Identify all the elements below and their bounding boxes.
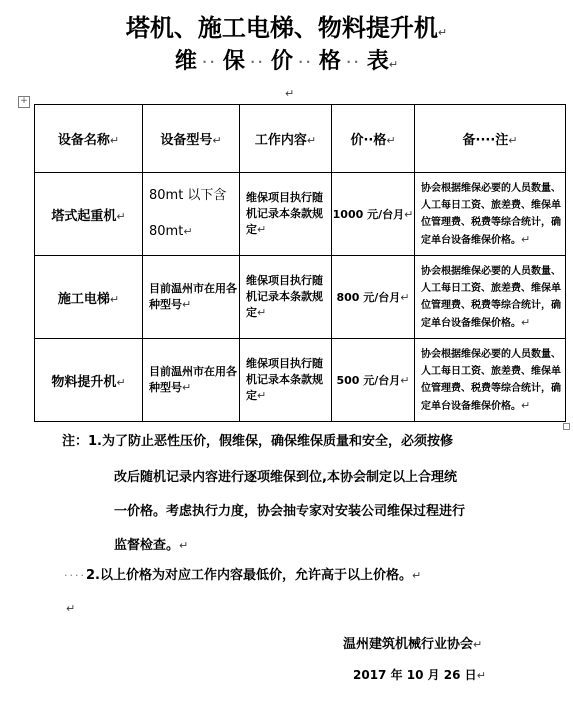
note-1-line-4: 监督检查。↵ [114,538,189,553]
equipment-name-cell[interactable]: 物料提升机↵ [35,339,143,422]
subtitle-char: 保 [222,49,245,74]
equipment-name-cell[interactable]: 塔式起重机↵ [35,173,143,256]
note-1-line-1: 注：1.为了防止恶性压价，假维保，确保维保质量和安全，必须按修 [62,434,453,449]
price-cell[interactable]: 800 元/台月↵ [332,256,415,339]
document-date: 2017 年 10 月 26 日↵ [353,668,486,682]
equipment-name-cell[interactable]: 施工电梯↵ [35,256,143,339]
document-title [0,8,573,43]
price-table [34,104,566,422]
paragraph-mark: ↵ [285,87,295,100]
model-line: 80mt 以下含 [149,188,227,203]
work-content-cell[interactable]: 维保项目执行随机记录本条款规定↵ [240,173,332,256]
model-cell[interactable] [143,173,240,256]
work-content-cell[interactable]: 维保项目执行随机记录本条款规定↵ [240,256,332,339]
title-line1: 塔机、施工电梯、物料提升机 [125,14,438,42]
table-row [35,173,566,256]
remark-cell[interactable]: 协会根据维保必要的人员数量、人工每日工资、旅差费、维保单位管理费、税费等综合统计，确定单台设备维保价格。↵ [415,339,566,422]
table-row [35,339,566,422]
header-cell[interactable]: 备····注↵ [415,105,566,173]
price-cell[interactable]: 500 元/台月↵ [332,339,415,422]
remark-cell[interactable]: 协会根据维保必要的人员数量、人工每日工资、旅差费、维保单位管理费、税费等综合统计，确定单台设备维保价格。↵ [415,173,566,256]
subtitle-char: 格 [318,49,341,74]
table-move-handle-icon[interactable]: + [18,96,30,108]
paragraph-mark: ↵ [66,602,76,615]
subtitle-char: 维 [174,49,197,74]
model-line: 80mt↵ [149,224,193,239]
organization-signature: 温州建筑机械行业协会↵ [343,637,483,652]
space-marker: ·· [298,55,314,69]
header-cell[interactable]: 价··格↵ [332,105,415,173]
header-cell[interactable]: 设备型号↵ [143,105,240,173]
note-1-line-3: 一价格。考虑执行力度，协会抽专家对安装公司维保过程进行 [114,504,466,519]
note-1-line-2: 改后随机记录内容进行逐项维保到位,本协会制定以上合理统 [114,470,457,485]
paragraph-mark: ↵ [388,58,399,71]
document-subtitle [0,44,573,75]
header-cell[interactable]: 设备名称↵ [35,105,143,173]
subtitle-char: 价 [270,49,293,74]
remark-cell[interactable]: 协会根据维保必要的人员数量、人工每日工资、旅差费、维保单位管理费、税费等综合统计，确定单台设备维保价格。↵ [415,256,566,339]
paragraph-mark: ↵ [437,26,448,39]
model-cell[interactable]: 目前温州市在用各种型号↵ [143,256,240,339]
table-resize-handle[interactable] [563,423,570,430]
space-marker: ·· [250,55,266,69]
header-cell[interactable]: 工作内容↵ [240,105,332,173]
space-marker: ·· [202,55,218,69]
note-2: ····2.以上价格为对应工作内容最低价，允许高于以上价格。↵ [64,568,422,583]
model-cell[interactable]: 目前温州市在用各种型号↵ [143,339,240,422]
table-header-row [35,105,566,173]
space-marker: ·· [346,55,362,69]
work-content-cell[interactable]: 维保项目执行随机记录本条款规定↵ [240,339,332,422]
table-row [35,256,566,339]
subtitle-char: 表 [366,49,389,74]
price-cell[interactable]: 1000 元/台月↵ [332,173,415,256]
